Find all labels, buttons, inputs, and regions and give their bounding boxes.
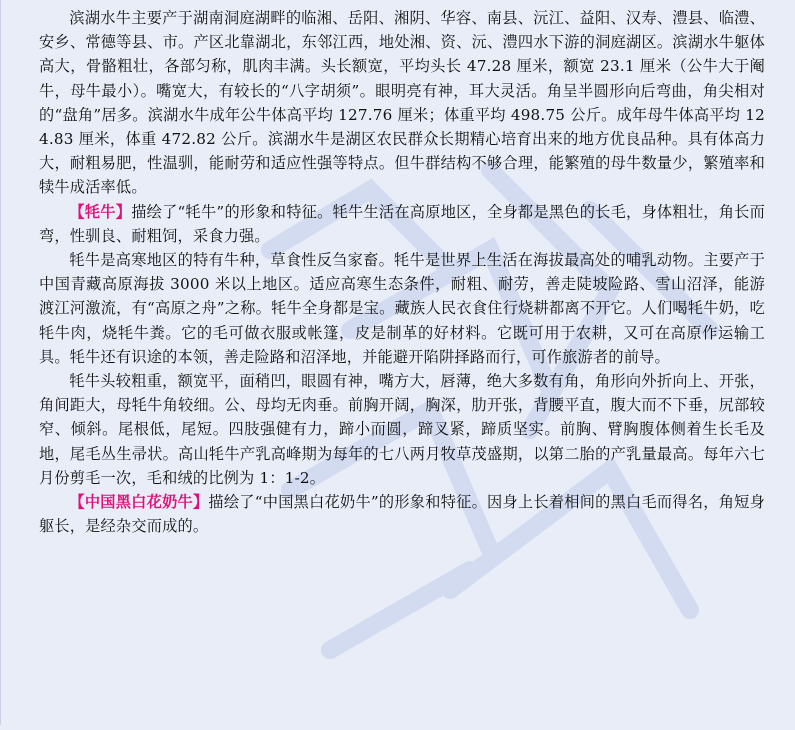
paragraph-yak-features: [39, 369, 765, 490]
paragraph-yak-habitat: [39, 248, 765, 369]
paragraph-text: 描绘了“牦牛”的形象和特征。牦牛生活在高原地区，全身都是黑色的长毛，身体粗壮，角长而弯，性驯良、耐粗饲，采食力强。: [39, 202, 765, 245]
paragraph-text: 牦牛是高寒地区的特有牛种，草食性反刍家畜。牦牛是世界上生活在海拔最高处的哺乳动物。主要产于中国青藏高原海拔 3000 米以上地区。适应高寒生态条件，耐粗、耐劳，善走陡坡险路、雪山沼泽，能游渡江河激流，有“高原之舟”之称。牦牛全身都是宝。藏族人民衣食住行烧耕都离不开它。人们喝牦牛奶，吃牦牛肉，烧牦牛粪。它的毛可做衣服或帐篷，皮是制革的好材料。它既可用于农耕，又可在高原作运输工具。牦牛还有识途的本领，善走险路和沼泽地，并能避开陷阱择路而行，可作旅游者的前导。: [39, 251, 765, 366]
paragraph-text: 牦牛头较粗重，额宽平，面稍凹，眼圆有神，嘴方大，唇薄，绝大多数有角，角形向外折向上、开张，角间距大，母牦牛角较细。公、母均无肉垂。前胸开阔，胸深，肋开张，背腰平直，腹大而不下垂，尻部较窄、倾斜。尾根低，尾短。四肢强健有力，蹄小而圆，蹄叉紧，蹄质坚实。前胸、臂胸腹体侧着生长毛及地，尾毛丛生帚状。高山牦牛产乳高峰期为每年的七八两月牧草茂盛期，以第二胎的产乳量最高。每年六七月份剪毛一次，毛和绒的比例为 1：1-2。: [39, 372, 765, 487]
section-tag-holstein: 【中国黑白花奶牛】: [69, 493, 209, 512]
paragraph-text: 描绘了“中国黑白花奶牛”的形象和特征。因身上长着相间的黑白毛而得名，角短身躯长，是经杂交而成的。: [39, 493, 765, 536]
paragraph-yak-intro: [39, 200, 765, 248]
paragraph-text: 滨湖水牛主要产于湖南洞庭湖畔的临湘、岳阳、湘阴、华容、南县、沅江、益阳、汉寿、澧县、临澧、安乡、常德等县、市。产区北靠湖北，东邻江西，地处湘、资、沅、澧四水下游的洞庭湖区。滨湖水牛躯体高大，骨骼粗壮，各部匀称，肌肉丰满。头长额宽，平均头长 47.28 厘米，额宽 23.1 厘米（公牛大于阉牛，母牛最小）。嘴宽大，有较长的“八字胡须”。眼明亮有神，耳大灵活。角呈半圆形向后弯曲，角尖相对的“盘角”居多。滨湖水牛成年公牛体高平均 127.76 厘米；体重平均 498.75 公斤。成年母牛体高平均 124.83 厘米，体重 472.82 公斤。滨湖水牛是湖区农民群众长期精心培育出来的地方优良品种。具有体高力大，耐粗易肥，性温驯，能耐劳和适应性强等特点。但牛群结构不够合理，能繁殖的母牛数量少，繁殖率和犊牛成活率低。: [39, 9, 765, 197]
paragraph-binhu-buffalo: [39, 6, 765, 200]
section-tag-yak: 【牦牛】: [69, 202, 132, 221]
paragraph-holstein-intro: [39, 490, 765, 538]
